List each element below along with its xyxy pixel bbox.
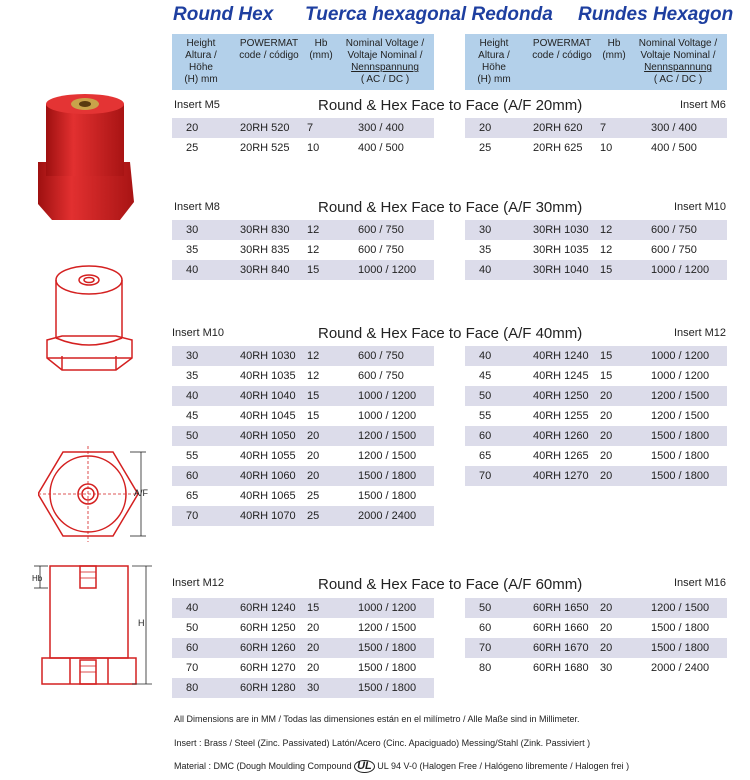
cell-hb: 15 <box>307 410 320 422</box>
cell-hb: 15 <box>600 350 613 362</box>
table-row <box>465 638 727 658</box>
footer-dimensions: All Dimensions are in MM / Todas las dimensiones están en el milímetro / Alle Maße sind in Millimeter. <box>174 714 580 724</box>
cell-height: 70 <box>186 510 199 522</box>
table-row <box>172 638 434 658</box>
cell-code: 60RH 1650 <box>533 602 589 614</box>
header-height: Height Altura / Höhe (H) mm <box>477 38 511 85</box>
cell-code: 60RH 1240 <box>240 602 296 614</box>
cell-hb: 20 <box>600 410 613 422</box>
cell-hb: 20 <box>307 470 320 482</box>
cell-hb: 20 <box>600 390 613 402</box>
cell-voltage: 600 / 750 <box>651 224 697 236</box>
cell-code: 60RH 1250 <box>240 622 296 634</box>
cell-code: 60RH 1670 <box>533 642 589 654</box>
cell-hb: 15 <box>307 602 320 614</box>
section-title: Round & Hex Face to Face (A/F 30mm) <box>318 199 583 216</box>
ul-logo-icon: UL <box>354 760 375 773</box>
cell-height: 70 <box>479 470 492 482</box>
cell-code: 30RH 1030 <box>533 224 589 236</box>
cell-hb: 15 <box>307 264 320 276</box>
header-hb: Hb (mm) <box>309 38 333 61</box>
cell-code: 20RH 525 <box>240 142 290 154</box>
cell-hb: 20 <box>600 450 613 462</box>
cell-code: 40RH 1250 <box>533 390 589 402</box>
title-es: Tuerca hexagonal Redonda <box>305 4 553 25</box>
cell-voltage: 1000 / 1200 <box>651 370 710 382</box>
cell-height: 40 <box>186 264 199 276</box>
title-de: Rundes Hexagon <box>578 4 734 25</box>
cell-height: 50 <box>186 430 199 442</box>
table-header-left <box>172 34 434 90</box>
cell-hb: 15 <box>600 264 613 276</box>
cell-voltage: 1200 / 1500 <box>651 410 710 422</box>
title-en: Round Hex <box>173 4 274 25</box>
cell-height: 80 <box>186 682 199 694</box>
cell-code: 40RH 1045 <box>240 410 296 422</box>
cell-voltage: 300 / 400 <box>651 122 697 134</box>
cell-height: 80 <box>479 662 492 674</box>
cell-height: 30 <box>186 350 199 362</box>
insert-label-right: Insert M12 <box>674 327 726 339</box>
header-voltage: Nominal Voltage / Voltaje Nominal / Nennspannung ( AC / DC ) <box>638 38 718 85</box>
cell-hb: 7 <box>307 122 314 134</box>
cell-voltage: 1000 / 1200 <box>358 410 417 422</box>
cell-height: 65 <box>479 450 492 462</box>
cell-height: 50 <box>479 602 492 614</box>
cell-code: 30RH 835 <box>240 244 290 256</box>
cell-hb: 12 <box>307 224 320 236</box>
cell-code: 30RH 840 <box>240 264 290 276</box>
cell-hb: 10 <box>600 142 613 154</box>
cell-voltage: 1500 / 1800 <box>358 470 417 482</box>
cell-hb: 20 <box>600 470 613 482</box>
cell-hb: 20 <box>600 602 613 614</box>
perspective-drawing <box>42 258 137 378</box>
cell-code: 30RH 1040 <box>533 264 589 276</box>
cell-height: 60 <box>186 642 199 654</box>
cell-hb: 20 <box>307 430 320 442</box>
cell-height: 40 <box>186 602 199 614</box>
cell-code: 60RH 1270 <box>240 662 296 674</box>
table-row <box>465 426 727 446</box>
cell-hb: 15 <box>600 370 613 382</box>
cell-height: 30 <box>186 224 199 236</box>
cell-code: 20RH 625 <box>533 142 583 154</box>
cell-height: 70 <box>186 662 199 674</box>
table-row <box>172 386 434 406</box>
cell-voltage: 2000 / 2400 <box>358 510 417 522</box>
cell-voltage: 1500 / 1800 <box>651 622 710 634</box>
cell-height: 60 <box>479 430 492 442</box>
table-row <box>465 220 727 240</box>
table-header-right <box>465 34 727 90</box>
cell-voltage: 1500 / 1800 <box>358 682 417 694</box>
cell-hb: 25 <box>307 490 320 502</box>
table-row <box>172 598 434 618</box>
cell-code: 40RH 1255 <box>533 410 589 422</box>
footer-insert: Insert : Brass / Steel (Zinc. Passivated) Latón/Acero (Cinc. Apaciguado) Messing/Stahl (Zink. Passiviert ) <box>174 738 591 748</box>
cell-voltage: 1500 / 1800 <box>358 642 417 654</box>
table-row <box>465 406 727 426</box>
table-row <box>172 658 434 678</box>
table-row <box>172 618 434 638</box>
cell-voltage: 600 / 750 <box>358 224 404 236</box>
cell-hb: 15 <box>307 390 320 402</box>
cell-voltage: 600 / 750 <box>358 350 404 362</box>
cell-code: 40RH 1260 <box>533 430 589 442</box>
cell-hb: 12 <box>307 350 320 362</box>
cell-code: 40RH 1040 <box>240 390 296 402</box>
cell-code: 40RH 1270 <box>533 470 589 482</box>
material-rating: UL 94 V-0 (Halogen Free / Halógeno libremente / Halogen frei ) <box>377 761 630 771</box>
cell-code: 40RH 1060 <box>240 470 296 482</box>
cell-hb: 10 <box>307 142 320 154</box>
cell-voltage: 1500 / 1800 <box>358 662 417 674</box>
cell-code: 40RH 1070 <box>240 510 296 522</box>
cell-voltage: 1500 / 1800 <box>358 490 417 502</box>
side-view-drawing <box>28 560 153 695</box>
table-row <box>172 240 434 260</box>
cell-code: 40RH 1065 <box>240 490 296 502</box>
cell-height: 60 <box>186 470 199 482</box>
cell-hb: 30 <box>600 662 613 674</box>
insert-label-right: Insert M16 <box>674 577 726 589</box>
cell-code: 30RH 1035 <box>533 244 589 256</box>
cell-hb: 20 <box>307 622 320 634</box>
cell-hb: 25 <box>307 510 320 522</box>
table-row <box>465 346 727 366</box>
insert-label-left: Insert M10 <box>172 327 224 339</box>
header-code: POWERMAT code / código <box>532 38 592 61</box>
h-label: H <box>138 618 145 628</box>
cell-voltage: 1000 / 1200 <box>651 264 710 276</box>
table-row <box>172 446 434 466</box>
table-row <box>465 446 727 466</box>
table-row <box>465 618 727 638</box>
cell-height: 65 <box>186 490 199 502</box>
cell-voltage: 2000 / 2400 <box>651 662 710 674</box>
cell-height: 55 <box>479 410 492 422</box>
cell-hb: 12 <box>600 244 613 256</box>
cell-height: 30 <box>479 224 492 236</box>
table-row <box>172 678 434 698</box>
cell-voltage: 1200 / 1500 <box>651 602 710 614</box>
cell-voltage: 1200 / 1500 <box>358 430 417 442</box>
table-row <box>465 240 727 260</box>
table-row <box>172 220 434 240</box>
material-text: Material : DMC (Dough Moulding Compound <box>174 761 352 771</box>
section-title: Round & Hex Face to Face (A/F 40mm) <box>318 325 583 342</box>
table-row <box>465 386 727 406</box>
cell-hb: 30 <box>307 682 320 694</box>
cell-height: 20 <box>186 122 199 134</box>
cell-code: 60RH 1660 <box>533 622 589 634</box>
cell-voltage: 600 / 750 <box>358 244 404 256</box>
table-row <box>172 486 434 506</box>
cell-voltage: 300 / 400 <box>358 122 404 134</box>
cell-voltage: 400 / 500 <box>651 142 697 154</box>
cell-code: 60RH 1280 <box>240 682 296 694</box>
insert-label-left: Insert M12 <box>172 577 224 589</box>
cell-height: 55 <box>186 450 199 462</box>
table-row <box>172 118 434 138</box>
cell-hb: 7 <box>600 122 607 134</box>
cell-voltage: 1000 / 1200 <box>358 602 417 614</box>
cell-hb: 20 <box>600 642 613 654</box>
cell-code: 40RH 1050 <box>240 430 296 442</box>
cell-voltage: 1500 / 1800 <box>651 450 710 462</box>
table-row <box>172 346 434 366</box>
cell-voltage: 600 / 750 <box>651 244 697 256</box>
cell-voltage: 1200 / 1500 <box>651 390 710 402</box>
cell-hb: 12 <box>307 370 320 382</box>
cell-voltage: 600 / 750 <box>358 370 404 382</box>
insert-label-right: Insert M10 <box>674 201 726 213</box>
table-row <box>172 466 434 486</box>
cell-height: 70 <box>479 642 492 654</box>
cell-code: 60RH 1260 <box>240 642 296 654</box>
table-row <box>465 118 727 138</box>
cell-hb: 12 <box>600 224 613 236</box>
cell-voltage: 1500 / 1800 <box>651 430 710 442</box>
header-voltage: Nominal Voltage / Voltaje Nominal / Nennspannung ( AC / DC ) <box>345 38 425 85</box>
cell-voltage: 1000 / 1200 <box>358 264 417 276</box>
cell-height: 25 <box>479 142 492 154</box>
insulator-photo <box>30 92 140 227</box>
cell-voltage: 1500 / 1800 <box>651 642 710 654</box>
table-row <box>172 506 434 526</box>
cell-height: 60 <box>479 622 492 634</box>
cell-voltage: 1500 / 1800 <box>651 470 710 482</box>
cell-height: 45 <box>479 370 492 382</box>
insert-label-left: Insert M5 <box>174 99 220 111</box>
cell-code: 20RH 620 <box>533 122 583 134</box>
cell-voltage: 1200 / 1500 <box>358 622 417 634</box>
cell-height: 35 <box>186 244 199 256</box>
cell-code: 30RH 830 <box>240 224 290 236</box>
header-height: Height Altura / Höhe (H) mm <box>184 38 218 85</box>
cell-code: 60RH 1680 <box>533 662 589 674</box>
table-row <box>172 426 434 446</box>
header-hb: Hb (mm) <box>602 38 626 61</box>
table-row <box>172 260 434 280</box>
insert-label-left: Insert M8 <box>174 201 220 213</box>
cell-code: 40RH 1035 <box>240 370 296 382</box>
cell-hb: 20 <box>600 622 613 634</box>
cell-voltage: 1000 / 1200 <box>651 350 710 362</box>
cell-height: 35 <box>479 244 492 256</box>
table-row <box>172 406 434 426</box>
table-row <box>465 366 727 386</box>
cell-code: 40RH 1030 <box>240 350 296 362</box>
table-row <box>465 658 727 678</box>
cell-voltage: 1000 / 1200 <box>358 390 417 402</box>
cell-height: 50 <box>186 622 199 634</box>
cell-code: 40RH 1240 <box>533 350 589 362</box>
cell-hb: 20 <box>307 450 320 462</box>
cell-code: 40RH 1265 <box>533 450 589 462</box>
hb-label: Hb <box>32 574 43 583</box>
cell-height: 40 <box>479 264 492 276</box>
cell-hb: 20 <box>600 430 613 442</box>
cell-hb: 12 <box>307 244 320 256</box>
cell-hb: 20 <box>307 662 320 674</box>
table-row <box>172 366 434 386</box>
cell-height: 40 <box>479 350 492 362</box>
table-row <box>465 260 727 280</box>
cell-code: 40RH 1245 <box>533 370 589 382</box>
cell-hb: 20 <box>307 642 320 654</box>
cell-voltage: 400 / 500 <box>358 142 404 154</box>
cell-height: 25 <box>186 142 199 154</box>
cell-code: 40RH 1055 <box>240 450 296 462</box>
cell-code: 20RH 520 <box>240 122 290 134</box>
table-row <box>465 138 727 158</box>
af-label: A/F <box>134 488 149 498</box>
footer-material <box>174 760 629 773</box>
section-title: Round & Hex Face to Face (A/F 20mm) <box>318 97 583 114</box>
insert-label-right: Insert M6 <box>680 99 726 111</box>
cell-height: 40 <box>186 390 199 402</box>
table-row <box>465 598 727 618</box>
cell-height: 20 <box>479 122 492 134</box>
section-title: Round & Hex Face to Face (A/F 60mm) <box>318 576 583 593</box>
cell-voltage: 1200 / 1500 <box>358 450 417 462</box>
cell-height: 45 <box>186 410 199 422</box>
cell-height: 35 <box>186 370 199 382</box>
table-row <box>465 466 727 486</box>
header-code: POWERMAT code / código <box>239 38 299 61</box>
cell-height: 50 <box>479 390 492 402</box>
table-row <box>172 138 434 158</box>
